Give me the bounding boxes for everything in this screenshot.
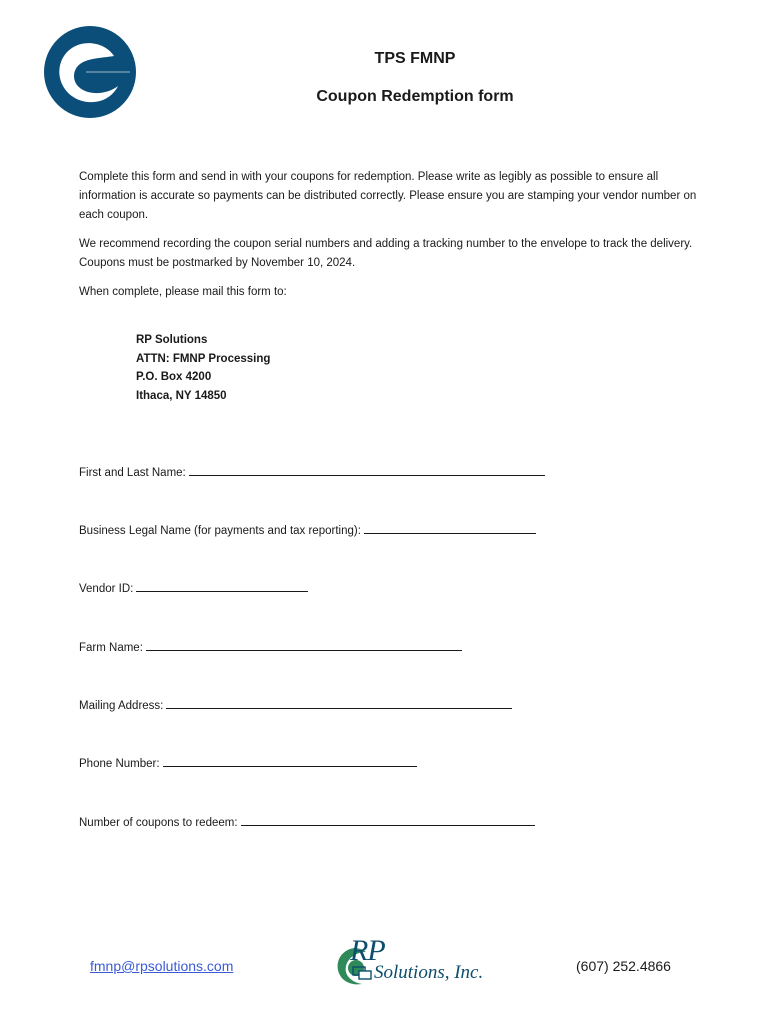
address-line-city: Ithaca, NY 14850 (136, 389, 227, 402)
contact-email-link[interactable]: fmnp@rpsolutions.com (90, 958, 234, 974)
mailing-field-row (79, 697, 512, 712)
business-field-input[interactable] (364, 522, 536, 534)
rp-solutions-logo (336, 934, 488, 988)
vendor-field-row (79, 580, 308, 595)
name-field-label: First and Last Name: (79, 467, 186, 479)
mail-instruction: When complete, please mail this form to: (79, 286, 287, 298)
mailing-address-block (136, 331, 270, 405)
logo-solutions-text: Solutions, Inc. (374, 962, 484, 983)
form-subtitle: Coupon Redemption form (316, 88, 514, 105)
address-line-attn: ATTN: FMNP Processing (136, 352, 271, 365)
farm-field-label: Farm Name: (79, 642, 143, 654)
name-field-row (79, 464, 545, 479)
vendor-field-label: Vendor ID: (79, 583, 134, 595)
logo-boxes-icon (352, 966, 374, 980)
mailing-field-label: Mailing Address: (79, 700, 164, 712)
recommendation-paragraph: We recommend recording the coupon serial numbers and adding a tracking number to the envelope to track the delivery. Coupons must be postmarked by November 10, 2024. (79, 238, 693, 269)
name-field-input[interactable] (189, 464, 545, 476)
phone-field-label: Phone Number: (79, 758, 160, 770)
farm-field-row (79, 639, 462, 654)
form-title: TPS FMNP (374, 50, 456, 67)
organization-logo-icon (44, 26, 136, 118)
farm-field-input[interactable] (146, 639, 462, 651)
business-field-row (79, 522, 536, 537)
address-line-company: RP Solutions (136, 334, 208, 346)
address-line-pobox: P.O. Box 4200 (136, 371, 212, 383)
coupons-field-label: Number of coupons to redeem: (79, 817, 238, 829)
intro-paragraph: Complete this form and send in with your coupons for redemption. Please write as legibly as possible to ensure all information is accurate so payments can be distributed correctly. Please ensure you are stamping your vendor number on each coupon. (79, 171, 697, 221)
vendor-field-input[interactable] (136, 580, 308, 592)
contact-phone: (607) 252.4866 (576, 958, 671, 974)
logo-rp-text: RP (350, 934, 385, 967)
phone-field-row (79, 755, 417, 770)
business-field-label: Business Legal Name (for payments and tax reporting): (79, 525, 361, 537)
mailing-field-input[interactable] (166, 697, 512, 709)
coupons-field-input[interactable] (241, 814, 535, 826)
coupons-field-row (79, 814, 535, 829)
phone-field-input[interactable] (163, 755, 417, 767)
